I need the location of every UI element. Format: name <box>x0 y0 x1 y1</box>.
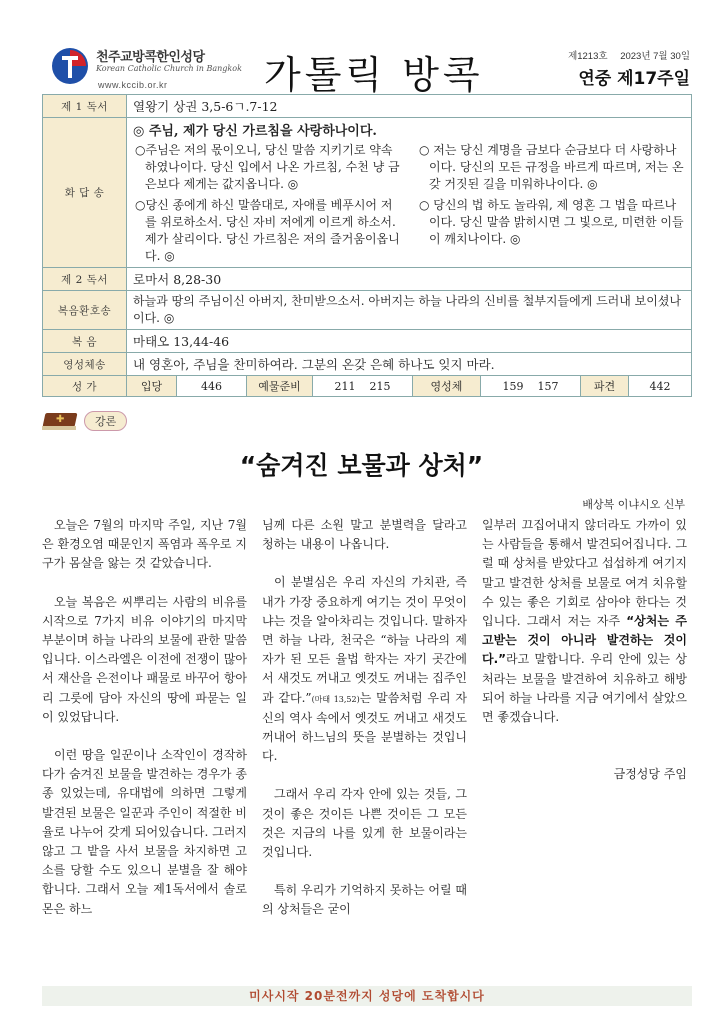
issue-date: 2023년 7월 30일 <box>620 51 690 62</box>
paragraph-text: 는 말씀처럼 우리 자신의 역사 속에서 옛것도 꺼내고 새것도 꺼내어 하느님의 뜻을 분별하는 것입니다. <box>262 690 467 764</box>
issue-info <box>558 48 690 62</box>
table-row <box>43 95 692 118</box>
church-logo-icon <box>50 46 90 86</box>
table-row <box>43 268 692 291</box>
liturgy-table <box>42 94 692 397</box>
reading1-label: 제 1 독서 <box>43 95 127 118</box>
church-name-ko: 천주교방콕한인성당 <box>96 50 205 65</box>
footer-notice: 미사시작 20분전까지 성당에 도착합시다 <box>42 986 692 1006</box>
author-parish: 금정성당 주임 <box>613 767 687 782</box>
entrance-label: 입당 <box>127 376 177 397</box>
reading2-value: 로마서 8,28-30 <box>127 268 692 291</box>
homily-column-3 <box>482 516 687 803</box>
psalm-cell <box>127 118 692 268</box>
bulletin-title: 가톨릭 방콕 <box>264 53 484 97</box>
communion-value: 내 영혼아, 주님을 찬미하여라. 그분의 온갖 은혜 하나도 잊지 마라. <box>127 353 692 376</box>
paragraph <box>262 573 467 766</box>
homily-tag <box>42 410 127 432</box>
homily-column-1 <box>42 516 247 938</box>
paragraph: 이런 땅을 일꾼이나 소작인이 경작하다가 숨겨진 보물을 발견하는 경우가 종종 있었는데, 유대법에 의하면 그렇게 발견된 보물은 일꾼과 주인이 적절한 비율로 나누어 갖게 되어있습니다. 그러지 않고 그 밭을 사서 보물을 차지하면 고소를 당할 수도 있으니 분별을 잘 해야 합니다. 그래서 오늘 제1독서에서 솔로몬은 하느 <box>42 748 247 916</box>
paragraph: 오늘은 7월의 마지막 주일, 지난 7월은 환경오염 때문인지 폭염과 폭우로 지구가 몸살을 앓는 것 같았습니다. <box>42 518 247 571</box>
psalm-verse: ○당신 종에게 하신 말씀대로, 자애를 베푸시어 저를 위로하소서. 당신 자비 저에게 이르게 하소서. 제가 살리이다. 당신 가르침은 저의 즐거움이옵니다. ◎ <box>135 198 400 263</box>
scripture-reference: (마태 13,52) <box>311 694 360 704</box>
paragraph-text: 이 분별심은 우리 자신의 가치관, 즉 내가 가장 중요하게 여기는 것이 무엇이냐는 것을 알아차리는 것입니다. 말하자면 하늘 나라, 천국은 “하늘 나라의 제자가 된 모든 율법 학자는 자기 곳간에서 새것도 꺼내고 옛것도 꺼내는 집주인과 같다.” <box>262 575 467 705</box>
issue-number: 제1213호 <box>568 51 608 62</box>
alleluia-value: 하늘과 땅의 주님이신 아버지, 찬미받으소서. 아버지는 하늘 나라의 신비를 철부지들에게 드러내 보이셨나이다. ◎ <box>127 291 692 330</box>
church-name-en: Korean Catholic Church in Bangkok <box>96 64 242 73</box>
table-row <box>43 330 692 353</box>
paragraph: 특히 우리가 기억하지 못하는 어릴 때의 상처들은 굳이 <box>262 883 467 917</box>
paragraph: 그래서 우리 각자 안에 있는 것들, 그것이 좋은 것이든 나쁜 것이든 그 모든 것은 지금의 나를 있게 한 보물이라는 것입니다. <box>262 787 467 860</box>
homily-tag-label: 강론 <box>84 411 127 431</box>
bible-icon: ✚ <box>42 411 82 431</box>
offertory-label: 예물준비 <box>247 376 313 397</box>
homily-author: 배상복 이냐시오 신부 <box>582 498 685 511</box>
communion-hymn-values <box>481 376 581 397</box>
reading2-label: 제 2 독서 <box>43 268 127 291</box>
liturgical-week: 연중 제17주일 <box>578 69 690 89</box>
paragraph: 님께 다른 소원 말고 분별력을 달라고 청하는 내용이 나옵니다. <box>262 518 467 552</box>
alleluia-label: 복음환호송 <box>43 291 127 330</box>
gospel-label: 복 음 <box>43 330 127 353</box>
communion-label: 영성체송 <box>43 353 127 376</box>
masthead <box>42 44 692 97</box>
psalm-verses <box>133 142 685 265</box>
paragraph-text: 일부러 끄집어내지 않더라도 가까이 있는 사람들을 통해서 발견되어집니다. 그럴 때 상처를 받았다고 섭섭하게 여기지 말고 발견한 상처를 보물로 여겨 치유할 수 있는 좋은 기회로 삼아야 한다는 것입니다. 그래서 저는 자주 <box>482 518 687 629</box>
offertory-value: 215 <box>369 379 391 393</box>
table-row <box>43 353 692 376</box>
psalm-verse: ○ 저는 당신 계명을 금보다 순금보다 더 사랑하나이다. 당신의 모든 규정을 바르게 따르며, 저는 온갖 거짓된 길을 미워하나이다. ◎ <box>419 143 684 191</box>
highlight-quote: “상처는 주고받는 것이 아니라 발견하는 것이다.” <box>482 614 687 667</box>
communion-hymn-value: 159 <box>502 379 524 393</box>
homily-column-2 <box>262 516 467 939</box>
gospel-value: 마태오 13,44-46 <box>127 330 692 353</box>
communion-hymn-value: 157 <box>537 379 559 393</box>
paragraph <box>482 516 687 727</box>
psalm-verse: ○주님은 저의 몫이오니, 당신 말씀 지키기로 약속하였나이다. 당신 입에서 나온 가르침, 수천 냥 금은보다 제게는 값지옵니다. ◎ <box>135 143 400 191</box>
church-website-link[interactable]: www.kccib.or.kr <box>98 80 168 90</box>
choir-label: 성 가 <box>43 376 127 397</box>
homily-title: “숨겨진 보물과 상처” <box>239 451 484 480</box>
reading1-value: 열왕기 상권 3,5-6ㄱ.7-12 <box>127 95 692 118</box>
table-row <box>43 118 692 268</box>
communion-hymn-label: 영성체 <box>413 376 481 397</box>
offertory-values <box>313 376 413 397</box>
offertory-value: 211 <box>334 379 356 393</box>
psalm-label: 화 답 송 <box>43 118 127 268</box>
paragraph-text: 라고 말합니다. 우리 안에 있는 상처라는 보물을 발견하여 치유하고 해방되어 하늘 나라를 지금 여기에서 살았으면 좋겠습니다. <box>482 652 687 725</box>
table-row <box>43 291 692 330</box>
table-row <box>43 376 692 397</box>
recessional-label: 파견 <box>581 376 629 397</box>
psalm-verse: ○ 당신의 법 하도 놀라워, 제 영혼 그 법을 따르나이다. 당신 말씀 밝히시면 그 빛으로, 미련한 이들이 깨치나이다. ◎ <box>419 198 684 246</box>
entrance-value: 446 <box>177 376 247 397</box>
recessional-value: 442 <box>629 376 692 397</box>
psalm-response: ◎ 주님, 제가 당신 가르침을 사랑하나이다. <box>133 124 377 139</box>
paragraph: 오늘 복음은 씨뿌리는 사람의 비유를 시작으로 7가지 비유 이야기의 마지막 부분이며 하늘 나라의 보물에 관한 말씀입니다. 이스라엘은 이전에 전쟁이 많아서 재산을 은전이나 패물로 바꾸어 항아리 그릇에 담아 자신의 땅에 파묻는 일이 있었답니다. <box>42 594 247 724</box>
